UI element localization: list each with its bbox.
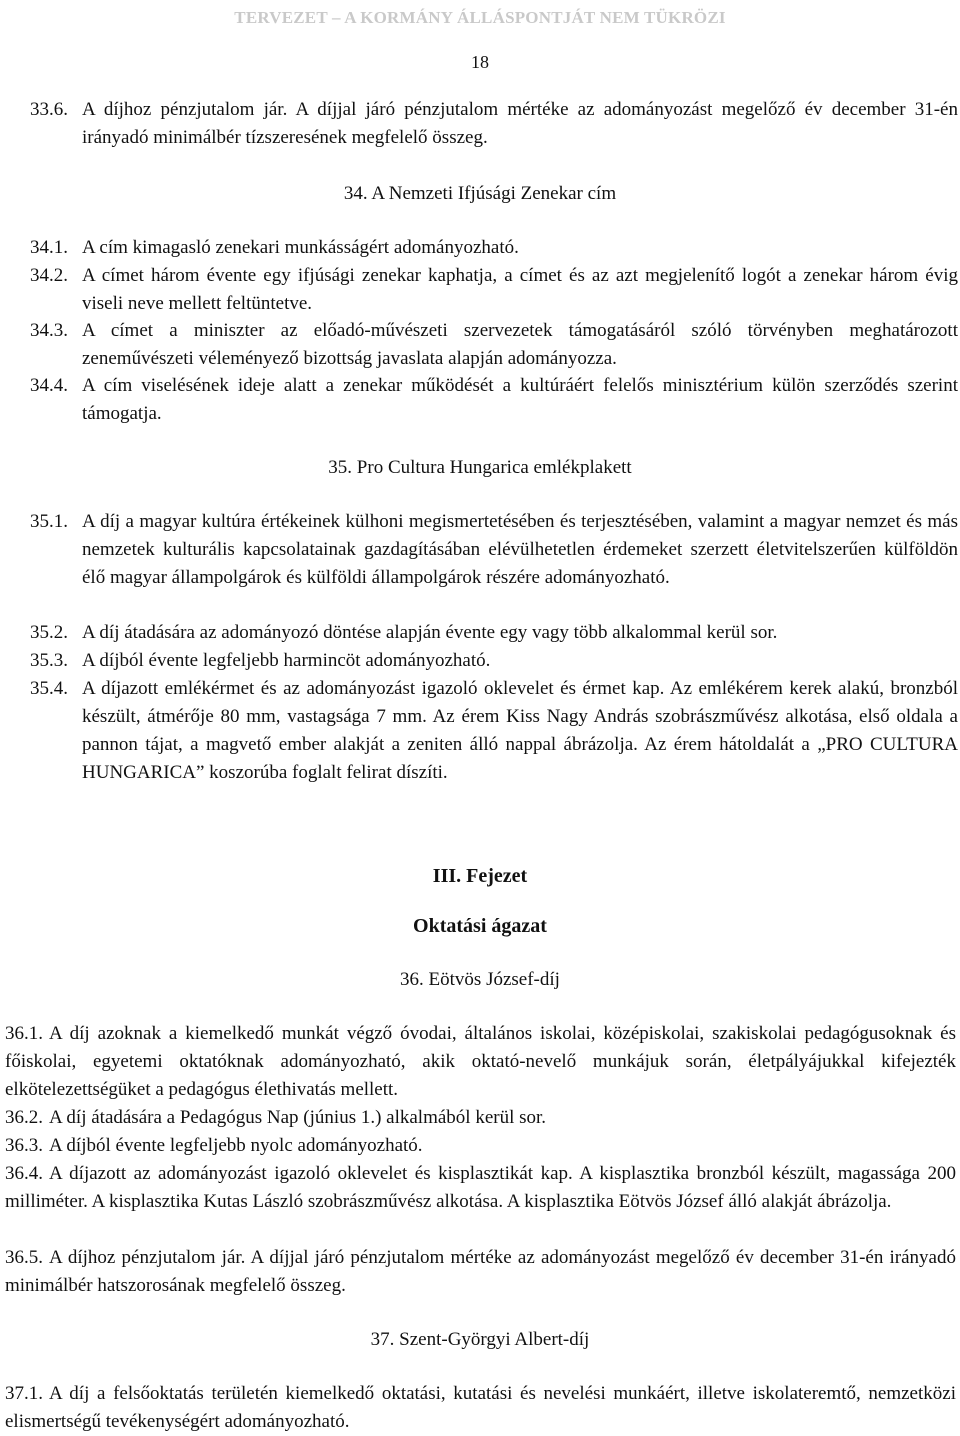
- paragraph-34-4: [30, 372, 958, 428]
- p33-6: [30, 96, 958, 152]
- paragraph-number: 36.3.: [5, 1135, 43, 1156]
- paragraph-35-2: [30, 619, 958, 647]
- paragraph-number: 34.1.: [30, 237, 68, 258]
- paragraph-text: A cím viselésének ideje alatt a zenekar működését a kultúráért felelős minisztérium külön szerződés szerint támogatja.: [82, 375, 958, 424]
- paragraph-number: 35.3.: [30, 650, 68, 671]
- paragraph-37-1: [5, 1380, 956, 1436]
- draft-watermark: TERVEZET – A KORMÁNY ÁLLÁSPONTJÁT NEM TÜKRÖZI: [234, 8, 726, 27]
- paragraph-text: A díjhoz pénzjutalom jár. A díjjal járó pénzjutalom mértéke az adományozást megelőző év december 31-én irányadó minimálbér hatszorosának megfelelő összeg.: [5, 1247, 956, 1296]
- paragraph-number: 34.2.: [30, 265, 68, 286]
- paragraph-text: A cím kimagasló zenekari munkásságért adományozható.: [82, 237, 519, 258]
- paragraph-number: 34.3.: [30, 320, 68, 341]
- paragraph-number: 36.1.: [5, 1023, 43, 1044]
- paragraph-number: 37.1.: [5, 1383, 43, 1404]
- paragraph-36-5: [5, 1244, 956, 1300]
- paragraph-text: A díj a magyar kultúra értékeinek külhoni megismertetésében és terjesztésében, valamint a magyar nemzet és más nemzetek kulturális kapcsolatainak gazdagításában elévülhetetlen érdemeket szerzett életvitelszerűen külföldön élő magyar állampolgárok és külföldi állampolgárok részére adományozható.: [82, 511, 958, 588]
- paragraph-text: A díjhoz pénzjutalom jár. A díjjal járó pénzjutalom mértéke az adományozást megelőző év december 31-én irányadó minimálbér tízszeresének megfelelő összeg.: [82, 99, 958, 148]
- paragraph-35-4: [30, 675, 958, 787]
- paragraph-35-3: [30, 647, 958, 675]
- section-34-title: 34. A Nemzeti Ifjúsági Zenekar cím: [343, 183, 617, 204]
- paragraph-text: A díj átadására az adományozó döntése alapján évente egy vagy több alkalommal kerül sor.: [82, 622, 778, 643]
- paragraph-36-3: [5, 1132, 956, 1160]
- paragraph-36-1: [5, 1020, 956, 1104]
- paragraph-34-3: [30, 317, 958, 373]
- chapter-subtitle: Oktatási ágazat: [413, 915, 547, 937]
- paragraph-number: 36.2.: [5, 1107, 43, 1128]
- paragraph-34-2: [30, 262, 958, 318]
- chapter-title: III. Fejezet: [432, 865, 528, 887]
- paragraph-number: 33.6.: [30, 99, 68, 120]
- paragraph-number: 36.5.: [5, 1247, 43, 1268]
- paragraph-text: A díjból évente legfeljebb harmincöt adományozható.: [82, 650, 491, 671]
- paragraph-35-1: [30, 508, 958, 592]
- paragraph-text: A címet a miniszter az előadó-művészeti szervezetek támogatásáról szóló törvényben meghatározott zeneművészeti véleményező bizottság javaslata alapján adományozza.: [82, 320, 958, 369]
- paragraph-number: 36.4.: [5, 1163, 43, 1184]
- paragraph-number: 35.1.: [30, 511, 68, 532]
- section-36-title: 36. Eötvös József-díj: [400, 969, 560, 990]
- paragraph-text: A díj a felsőoktatás területén kiemelkedő oktatási, kutatási és nevelési munkáért, illetve iskolateremtő, nemzetközi elismertségű tevékenységért adományozható.: [5, 1383, 956, 1432]
- paragraph-number: 35.2.: [30, 622, 68, 643]
- paragraph-text: A díjazott emlékérmet és az adományozást igazoló oklevelet és érmet kap. Az emlékérem kerek alakú, bronzból készült, átmérője 80 mm, vastagsága 7 mm. Az érem Kiss Nagy András szobrászművész alkotása, első oldala a pannon tájat, a magvető ember alakját a zeniten álló nappal ábrázolja. Az érem hátoldalát a „PRO CULTURA HUNGARICA” koszorúba foglalt felirat díszíti.: [82, 678, 958, 783]
- section-37-title: 37. Szent-Györgyi Albert-díj: [370, 1329, 590, 1350]
- paragraph-text: A díjból évente legfeljebb nyolc adományozható.: [49, 1135, 423, 1156]
- paragraph-number: 34.4.: [30, 375, 68, 396]
- paragraph-36-4: [5, 1160, 956, 1216]
- paragraph-number: 35.4.: [30, 678, 68, 699]
- paragraph-text: A címet három évente egy ifjúsági zenekar kaphatja, a címet és az azt megjelenítő logót a zenekar három évig viseli neve mellett feltüntetve.: [82, 265, 958, 314]
- paragraph-text: A díjazott az adományozást igazoló oklevelet és kisplasztikát kap. A kisplasztika bronzból készült, magassága 200 milliméter. A kisplasztika Kutas László szobrászművész alkotása. A kisplasztika Eötvös József álló alakját ábrázolja.: [5, 1163, 956, 1212]
- paragraph-text: A díj azoknak a kiemelkedő munkát végző óvodai, általános iskolai, középiskolai, szakiskolai pedagógusoknak és főiskolai, egyetemi oktatóknak adományozható, akik oktató-nevelő munkájuk során, életpályájukkal kifejezték elkötelezettségüket a pedagógus élethivatás mellett.: [5, 1023, 956, 1100]
- paragraph-text: A díj átadására a Pedagógus Nap (június 1.) alkalmából kerül sor.: [49, 1107, 547, 1128]
- paragraph-36-2: [5, 1104, 956, 1132]
- page-number: 18: [471, 52, 489, 72]
- section-35-title: 35. Pro Cultura Hungarica emlékplakett: [328, 457, 632, 478]
